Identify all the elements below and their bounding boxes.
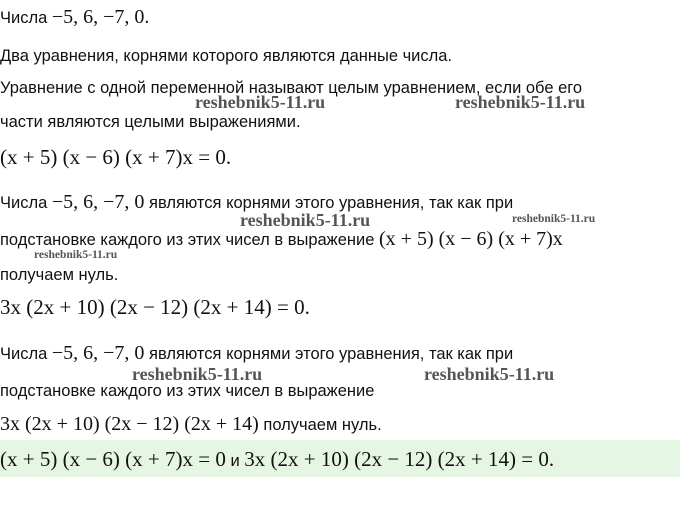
paragraph-1-label: Числа: [0, 194, 48, 212]
answer-conjunction: и: [230, 452, 240, 470]
paragraph-1-rest: являются корнями этого уравнения, так как при: [149, 194, 514, 212]
watermark: reshebnik5-11.ru: [240, 210, 371, 230]
equation-1: (x + 5) (x − 6) (x + 7)x = 0.: [0, 145, 232, 169]
equation-2: 3x (2x + 10) (2x − 12) (2x + 14) = 0.: [0, 295, 310, 319]
watermark: reshebnik5-11.ru: [132, 364, 263, 384]
watermark: reshebnik5-11.ru: [34, 249, 118, 261]
definition-line-1: Уравнение с одной переменной называют целым уравнением, если обе его: [0, 79, 583, 97]
watermark: reshebnik5-11.ru: [455, 92, 586, 112]
paragraph-2-expression: 3x (2x + 10) (2x − 12) (2x + 14): [0, 413, 259, 435]
answer-line: [0, 448, 554, 472]
watermark: reshebnik5-11.ru: [512, 213, 596, 225]
watermark: reshebnik5-11.ru: [424, 364, 555, 384]
paragraph-2-label: Числа: [0, 345, 48, 363]
paragraph-2-rest: являются корнями этого уравнения, так как при: [149, 345, 514, 363]
paragraph-1-numbers: −5, 6, −7, 0: [51, 191, 145, 213]
paragraph-2-line-2: подстановке каждого из этих чисел в выражение: [0, 382, 375, 400]
paragraph-2-zero: получаем нуль.: [263, 416, 382, 434]
answer-equation-2: 3x (2x + 10) (2x − 12) (2x + 14) = 0.: [244, 447, 555, 471]
paragraph-2-line-1: [0, 342, 513, 365]
paragraph-1-line-3: получаем нуль.: [0, 266, 119, 284]
watermark: reshebnik5-11.ru: [195, 92, 326, 112]
paragraph-1-substitution: подстановке каждого из этих чисел в выражение: [0, 231, 375, 249]
answer-equation-1: (x + 5) (x − 6) (x + 7)x = 0: [0, 447, 226, 471]
paragraph-2-numbers: −5, 6, −7, 0: [51, 342, 145, 364]
numbers-label: Числа: [0, 9, 48, 27]
task-line: Два уравнения, корнями которого являются данные числа.: [0, 47, 453, 65]
numbers-line: [0, 6, 149, 29]
paragraph-1-expression: (x + 5) (x − 6) (x + 7)x: [379, 228, 563, 250]
definition-line-2: части являются целыми выражениями.: [0, 113, 301, 131]
numbers-math: −5, 6, −7, 0.: [51, 6, 150, 28]
paragraph-2-line-3: [0, 413, 382, 436]
paragraph-1-line-2: [0, 228, 563, 251]
